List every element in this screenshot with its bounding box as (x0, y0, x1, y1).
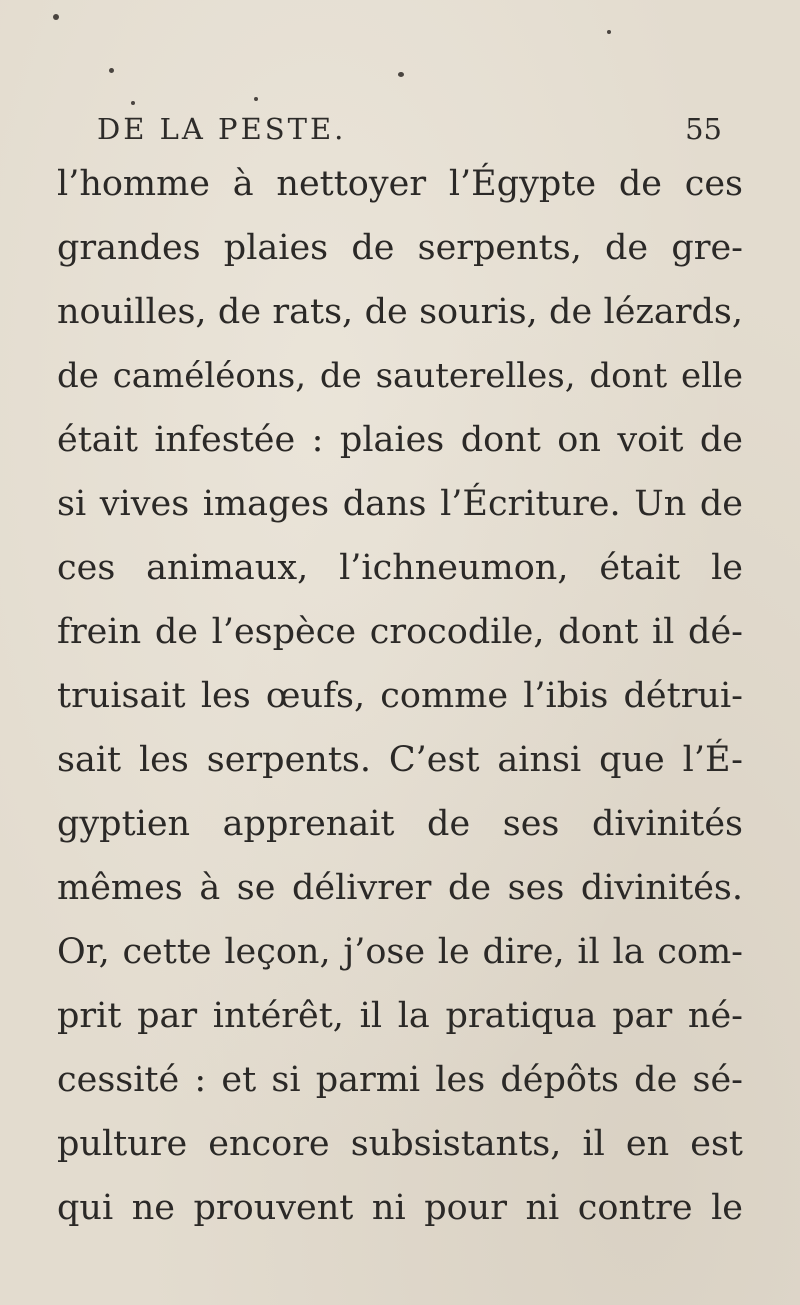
text-line: pulture encore subsistants, il en est (57, 1124, 743, 1164)
text-line: truisait les œufs, comme l’ibis détrui- (57, 676, 743, 716)
page-header (97, 112, 722, 152)
text-line: prit par intérêt, il la pratiqua par né- (57, 996, 743, 1036)
text-line: de caméléons, de sauterelles, dont elle (57, 356, 743, 396)
text-line: Or, cette leçon, j’ose le dire, il la com- (57, 932, 743, 972)
text-line: qui ne prouvent ni pour ni contre le (57, 1188, 743, 1228)
ink-speck (131, 101, 135, 105)
ink-speck (53, 14, 59, 20)
text-line: était infestée : plaies dont on voit de (57, 420, 743, 460)
ink-speck (398, 72, 404, 77)
ink-speck (109, 68, 114, 73)
text-line: mêmes à se délivrer de ses divinités. (57, 868, 743, 908)
text-line: cessité : et si parmi les dépôts de sé- (57, 1060, 743, 1100)
text-line: ces animaux, l’ichneumon, était le (57, 548, 743, 588)
text-line: gyptien apprenait de ses divinités (57, 804, 743, 844)
text-line: si vives images dans l’Écriture. Un de (57, 484, 743, 524)
text-line: nouilles, de rats, de souris, de lézards, (57, 292, 743, 332)
page-number: 55 (685, 112, 722, 146)
text-line: frein de l’espèce crocodile, dont il dé- (57, 612, 743, 652)
body-text (57, 152, 743, 1240)
ink-speck (254, 97, 258, 101)
text-line: grandes plaies de serpents, de gre- (57, 228, 743, 268)
ink-speck (607, 30, 611, 34)
text-line: l’homme à nettoyer l’Égypte de ces (57, 164, 743, 204)
text-line: sait les serpents. C’est ainsi que l’É- (57, 740, 743, 780)
running-title: DE LA PESTE. (97, 112, 347, 146)
